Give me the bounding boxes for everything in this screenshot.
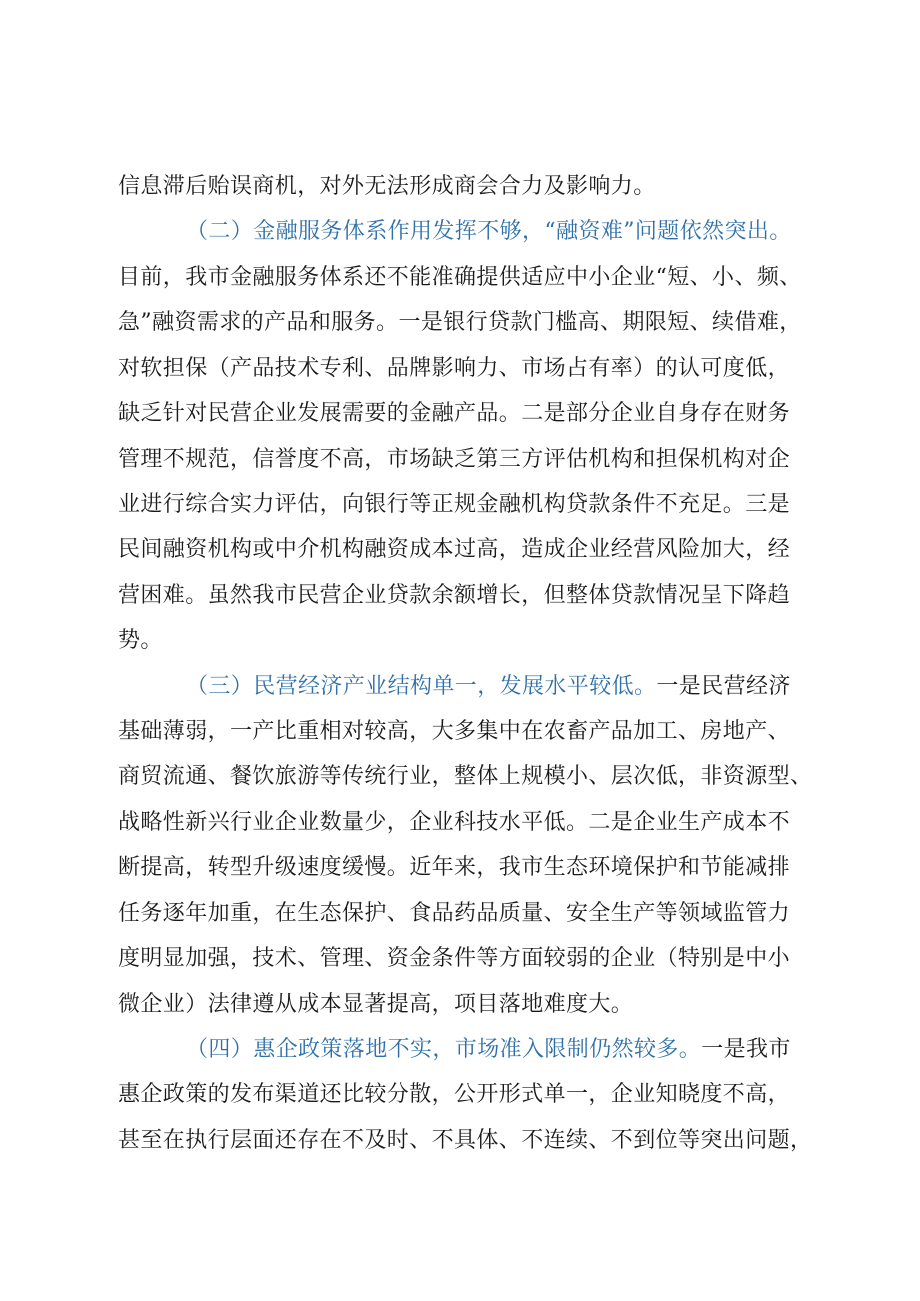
text-line-4 [118,303,818,343]
text-line-6 [118,394,818,434]
line-text: 管理不规范，信誉度不高，市场缺乏第三方评估机构和担保机构对企 [118,447,791,472]
line-text: 微企业）法律遵从成本显著提高，项目落地难度大。 [118,992,634,1017]
text-line-11 [118,621,818,661]
text-line-15 [118,803,818,843]
section-3-heading-line [186,667,826,707]
line-text: 一是民营经济 [656,674,791,699]
line-text: 任务逐年加重，在生态保护、食品药品质量、安全生产等领域监管力 [118,901,791,926]
line-text: 民间融资机构或中介机构融资成本过高，造成企业经营风险加大，经 [118,537,791,562]
line-text: 商贸流通、餐饮旅游等传统行业，整体上规模小、层次低，非资源型、 [118,764,813,789]
text-line-5 [118,349,818,389]
line-text: 惠企政策的发布渠道还比较分散，公开形式单一，企业知晓度不高， [118,1082,791,1107]
line-text: 度明显加强，技术、管理、资金条件等方面较弱的企业（特别是中小 [118,946,791,971]
text-line-21 [118,1075,818,1115]
line-text: 急”融资需求的产品和服务。一是银行贷款门槛高、期限短、续借难， [118,310,802,335]
section-2-heading: （二）金融服务体系作用发挥不够，“融资难”问题依然突出。 [186,219,792,244]
text-line-8 [118,485,818,525]
line-text: 信息滞后贻误商机，对外无法形成商会合力及影响力。 [118,174,656,199]
line-text: 营困难。虽然我市民营企业贷款余额增长，但整体贷款情况呈下降趋 [118,583,791,608]
text-line-14 [118,757,818,797]
line-text: 战略性新兴行业企业数量少，企业科技水平低。二是企业生产成本不 [118,810,791,835]
text-line-22 [118,1121,818,1161]
text-line-19 [118,985,818,1025]
text-line-10 [118,576,818,616]
line-text: 势。 [118,628,163,653]
line-text: 基础薄弱，一产比重相对较高，大多集中在农畜产品加工、房地产、 [118,719,791,744]
text-line-17 [118,894,818,934]
text-line-1 [118,167,818,207]
line-text: 甚至在执行层面还存在不及时、不具体、不连续、不到位等突出问题， [118,1128,813,1153]
text-line-7 [118,440,818,480]
line-text: 对软担保（产品技术专利、品牌影响力、市场占有率）的认可度低， [118,356,791,381]
text-line-3 [118,258,818,298]
text-line-9 [118,530,818,570]
text-line-13 [118,712,818,752]
section-4-heading-line [186,1030,826,1070]
line-text: 业进行综合实力评估，向银行等正规金融机构贷款条件不充足。三是 [118,492,791,517]
section-2-heading-line [186,212,826,252]
text-line-18 [118,939,818,979]
text-line-16 [118,848,818,888]
line-text: 缺乏针对民营企业发展需要的金融产品。二是部分企业自身存在财务 [118,401,791,426]
section-3-heading: （三）民营经济产业结构单一，发展水平较低。 [186,674,657,699]
line-text: 断提高，转型升级速度缓慢。近年来，我市生态环境保护和节能减排 [118,855,791,880]
section-4-heading: （四）惠企政策落地不实，市场准入限制仍然较多。 [186,1037,702,1062]
line-text: 目前，我市金融服务体系还不能准确提供适应中小企业“短、小、频、 [118,265,802,290]
line-text: 一是我市 [701,1037,791,1062]
